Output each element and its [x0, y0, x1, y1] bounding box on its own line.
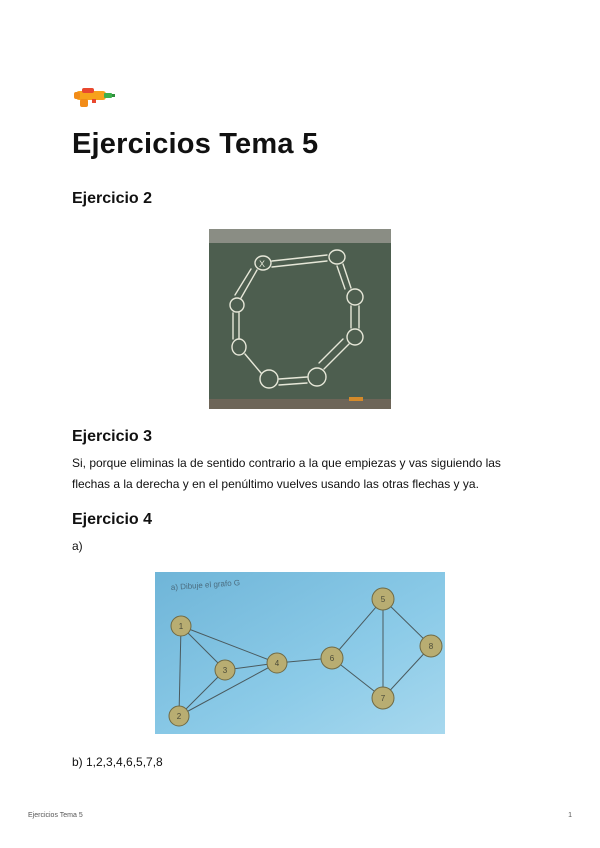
graph-node-label: 8	[428, 642, 434, 651]
graph-caption: a) Dibuje el grafo G	[170, 578, 241, 592]
graph-photo	[155, 572, 445, 734]
page-number: 1	[568, 812, 572, 819]
graph-node-label: 3	[222, 666, 228, 675]
chalkboard-photo	[209, 229, 391, 409]
graph-node-label: 2	[176, 712, 182, 721]
heading-ejercicio-2: Ejercicio 2	[72, 190, 153, 207]
water-gun-icon	[72, 86, 116, 108]
ejercicio-4-part-a-label: a)	[72, 539, 83, 553]
heading-ejercicio-4: Ejercicio 4	[72, 511, 153, 528]
page-title: Ejercicios Tema 5	[72, 128, 319, 160]
ejercicio-4-part-b-answer: b) 1,2,3,4,6,5,7,8	[72, 755, 163, 769]
graph-node-label: 7	[380, 694, 386, 703]
footer-title: Ejercicios Tema 5	[28, 812, 83, 819]
graph-node-label: 6	[329, 654, 335, 663]
board-start-label: X	[259, 259, 266, 269]
graph-node-label: 4	[274, 659, 280, 668]
graph-node-label: 5	[380, 595, 386, 604]
graph-node-label: 1	[178, 622, 184, 631]
heading-ejercicio-3: Ejercicio 3	[72, 428, 153, 445]
ejercicio-3-answer: Si, porque eliminas la de sentido contrario a la que empiezas y vas siguiendo las flechas a la derecha y en el penúltimo vuelves usando las otras flechas y ya.	[72, 456, 501, 491]
